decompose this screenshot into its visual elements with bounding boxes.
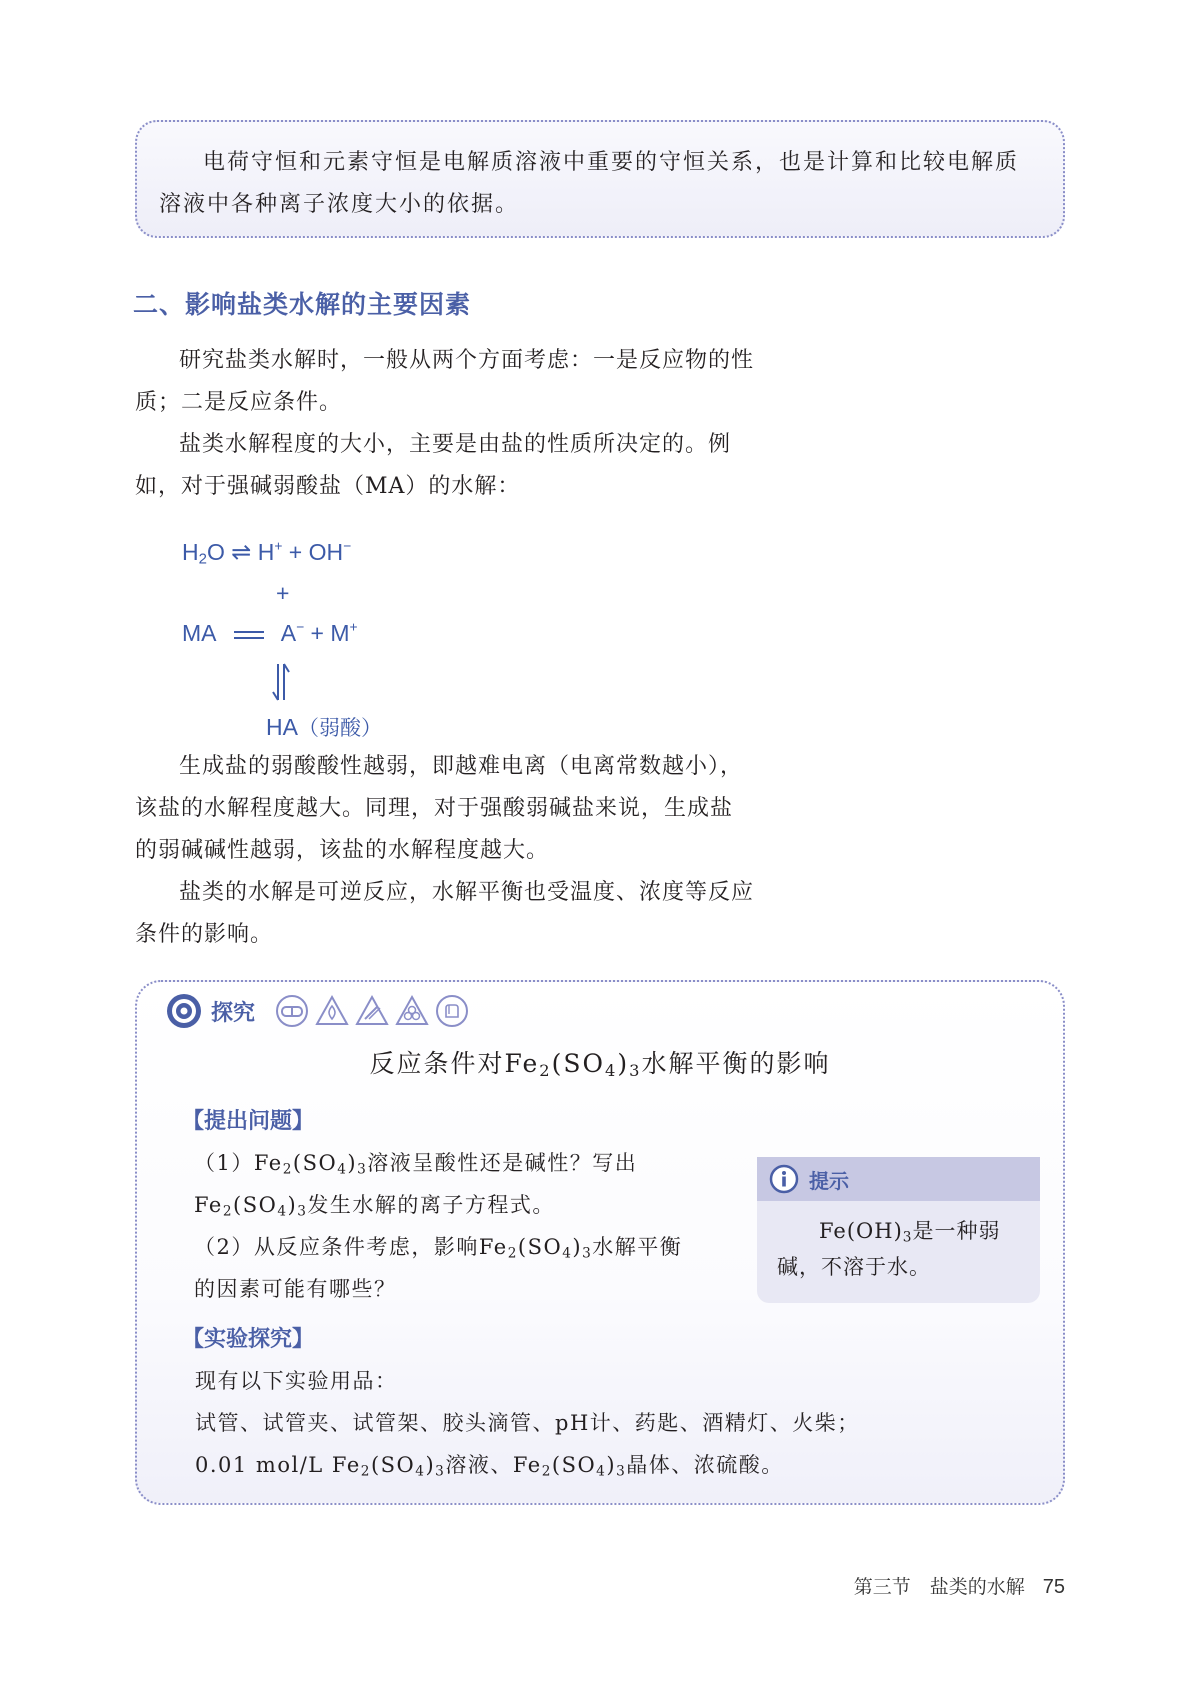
info-icon: [769, 1164, 799, 1194]
question-heading: 【提出问题】: [182, 1109, 315, 1134]
vertical-equilibrium-arrow: [272, 662, 290, 702]
flame-warning-icon: [315, 994, 349, 1028]
paragraph-3: 生成盐的弱酸酸性越弱，即越难电离（电离常数越小），该盐的水解程度越大。同理，对于强酸弱碱盐来说，生成盐的弱碱碱性越弱，该盐的水解程度越大。: [135, 754, 744, 863]
experiment-heading: 【实验探究】: [182, 1327, 315, 1352]
hint-body: [757, 1201, 1040, 1285]
page-footer: [854, 1572, 1065, 1599]
materials-reagents: 0.01 mol/L $Fe_2(SO_4)_3$溶液、$Fe_2(SO_4)_3$晶体、浓硫酸。: [195, 1453, 784, 1480]
hint-text: $Fe(OH)_3$是一种弱碱，不溶于水。: [777, 1219, 1001, 1279]
ventilation-warning-icon: [395, 994, 429, 1028]
experiment-materials: [195, 1360, 1045, 1486]
body-text-upper: [135, 340, 755, 508]
inquiry-title: 反应条件对$Fe_2(SO_4)_3$水解平衡的影响: [369, 1049, 831, 1081]
materials-intro: 现有以下实验用品：: [195, 1369, 398, 1393]
corrosive-warning-icon: [355, 994, 389, 1028]
equilibrium-arrow: ⇌: [231, 539, 252, 566]
note-box: [135, 120, 1065, 238]
footer-section: 第三节 盐类的水解: [853, 1576, 1025, 1598]
question-2: （2）从反应条件考虑，影响$Fe_2(SO_4)_3$水解平衡的因素可能有哪些？: [194, 1235, 683, 1301]
salt-dissociation-line: MA A− + M+: [182, 619, 358, 646]
hint-header: [757, 1157, 1040, 1201]
hint-card: [757, 1157, 1040, 1303]
water-ionization-line: $H_2O$ ⇌ H+ + OH−: [182, 538, 352, 568]
section-heading: 二、影响盐类水解的主要因素: [133, 290, 472, 319]
full-ionization-sign: [234, 631, 264, 639]
questions: [152, 1142, 692, 1310]
page-number: 75: [1042, 1576, 1065, 1598]
paragraph-1: 研究盐类水解时，一般从两个方面考虑：一是反应物的性质；二是反应条件。: [135, 348, 755, 415]
inquiry-label: 探究: [211, 1000, 256, 1026]
hint-label: 提示: [809, 1168, 849, 1193]
mid-plus: +: [276, 580, 290, 606]
paragraph-4: 盐类的水解是可逆反应，水解平衡也受温度、浓度等反应条件的影响。: [135, 880, 755, 947]
target-icon: [165, 992, 203, 1030]
body-text-lower: [135, 746, 755, 956]
hand-wash-icon: [435, 994, 469, 1028]
inquiry-header: [165, 992, 475, 1030]
goggles-icon: [275, 994, 309, 1028]
question-1: $(1)Fe_2(SO_4)_3$溶液呈酸性还是碱性？写出$Fe_2(SO_4)_3$发生水解的离子方程式。: [194, 1151, 638, 1220]
materials-equipment: 试管、试管夹、试管架、胶头滴管、pH计、药匙、酒精灯、火柴；: [195, 1411, 860, 1435]
paragraph-2: 盐类水解程度的大小，主要是由盐的性质所决定的。例如，对于强碱弱酸盐（MA）的水解：: [135, 432, 732, 499]
weak-acid-line: HA（弱酸）: [266, 714, 382, 740]
note-text: 电荷守恒和元素守恒是电解质溶液中重要的守恒关系，也是计算和比较电解质溶液中各种离子浓度大小的依据。: [159, 150, 1020, 217]
inquiry-box: [135, 980, 1065, 1505]
